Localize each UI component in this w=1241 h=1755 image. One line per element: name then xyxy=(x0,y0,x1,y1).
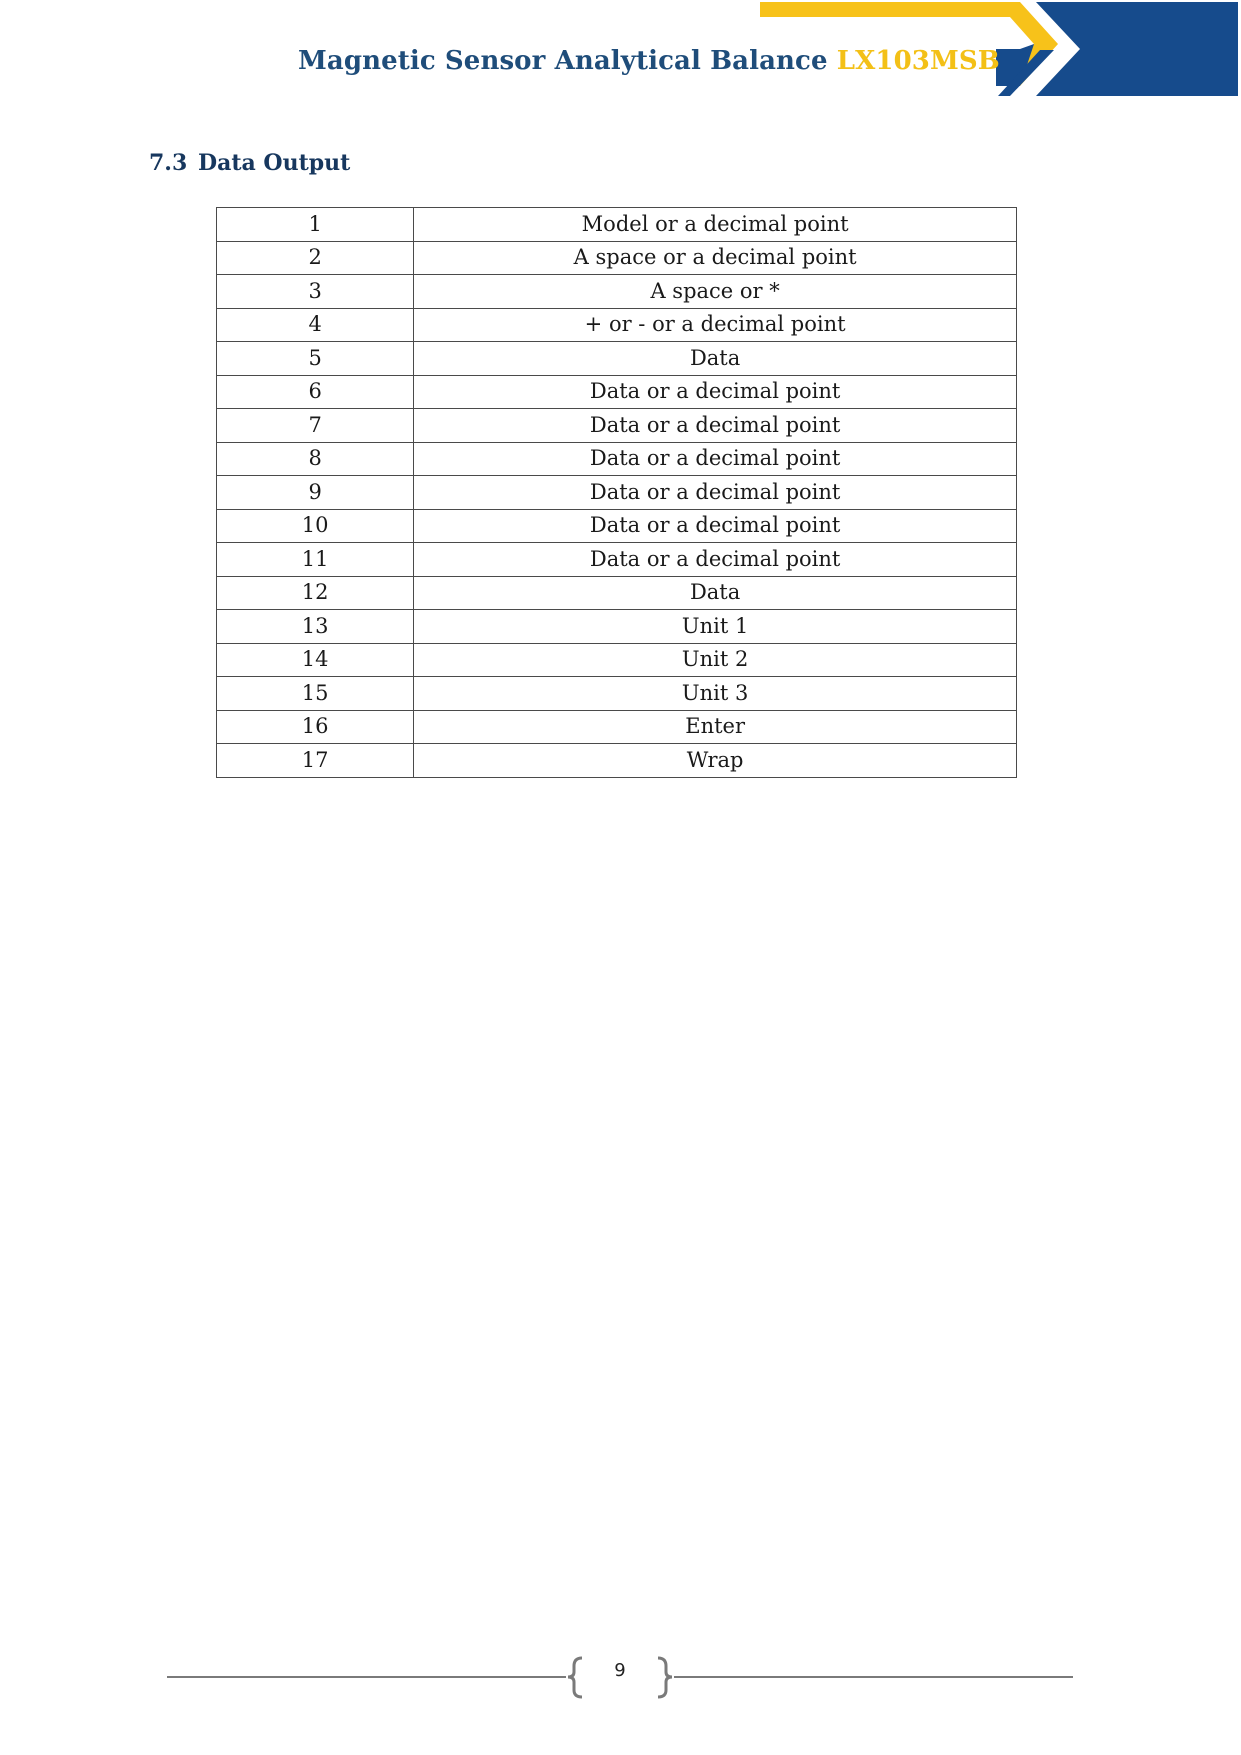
table-row xyxy=(217,476,1017,510)
row-number-cell: 2 xyxy=(217,241,414,275)
data-output-table xyxy=(216,207,1017,778)
table-row xyxy=(217,442,1017,476)
row-number-cell: 8 xyxy=(217,442,414,476)
table-row xyxy=(217,744,1017,778)
page-number: 9 xyxy=(614,1660,626,1681)
row-number-cell: 5 xyxy=(217,342,414,376)
row-number-cell: 1 xyxy=(217,208,414,242)
row-number-cell: 10 xyxy=(217,509,414,543)
row-description-cell: Unit 2 xyxy=(414,643,1017,677)
row-number-cell: 17 xyxy=(217,744,414,778)
header-model-code: LX103MSB xyxy=(836,46,1000,76)
header-title xyxy=(298,46,1000,76)
row-description-cell: Data or a decimal point xyxy=(414,375,1017,409)
table-row xyxy=(217,543,1017,577)
table-row xyxy=(217,610,1017,644)
table-row xyxy=(217,342,1017,376)
row-description-cell: Enter xyxy=(414,710,1017,744)
section-number: 7.3 xyxy=(149,150,188,176)
row-description-cell: Data or a decimal point xyxy=(414,509,1017,543)
row-number-cell: 9 xyxy=(217,476,414,510)
row-description-cell: Model or a decimal point xyxy=(414,208,1017,242)
row-description-cell: Data or a decimal point xyxy=(414,409,1017,443)
row-number-cell: 6 xyxy=(217,375,414,409)
blue-block xyxy=(1036,2,1238,96)
row-description-cell: Unit 1 xyxy=(414,610,1017,644)
row-description-cell: Data xyxy=(414,342,1017,376)
row-number-cell: 15 xyxy=(217,677,414,711)
row-description-cell: A space or * xyxy=(414,275,1017,309)
table-row xyxy=(217,208,1017,242)
row-description-cell: Data xyxy=(414,576,1017,610)
table-row xyxy=(217,710,1017,744)
row-number-cell: 13 xyxy=(217,610,414,644)
row-description-cell: Wrap xyxy=(414,744,1017,778)
table-row xyxy=(217,375,1017,409)
table-body xyxy=(217,208,1017,778)
header-product-name: Magnetic Sensor Analytical Balance xyxy=(298,46,828,76)
table-row xyxy=(217,509,1017,543)
row-description-cell: Unit 3 xyxy=(414,677,1017,711)
row-description-cell: Data or a decimal point xyxy=(414,543,1017,577)
table-row xyxy=(217,643,1017,677)
row-number-cell: 12 xyxy=(217,576,414,610)
table-row xyxy=(217,308,1017,342)
row-number-cell: 4 xyxy=(217,308,414,342)
footer-bracket-right xyxy=(658,1658,672,1697)
table-row xyxy=(217,409,1017,443)
row-number-cell: 14 xyxy=(217,643,414,677)
table-row xyxy=(217,576,1017,610)
table-row xyxy=(217,677,1017,711)
section-heading xyxy=(149,150,350,176)
table-row xyxy=(217,241,1017,275)
row-number-cell: 7 xyxy=(217,409,414,443)
row-description-cell: Data or a decimal point xyxy=(414,442,1017,476)
section-title: Data Output xyxy=(198,150,351,176)
row-number-cell: 11 xyxy=(217,543,414,577)
row-description-cell: A space or a decimal point xyxy=(414,241,1017,275)
row-description-cell: Data or a decimal point xyxy=(414,476,1017,510)
row-number-cell: 3 xyxy=(217,275,414,309)
row-number-cell: 16 xyxy=(217,710,414,744)
footer-bracket-left xyxy=(568,1658,582,1697)
table-row xyxy=(217,275,1017,309)
row-description-cell: + or - or a decimal point xyxy=(414,308,1017,342)
